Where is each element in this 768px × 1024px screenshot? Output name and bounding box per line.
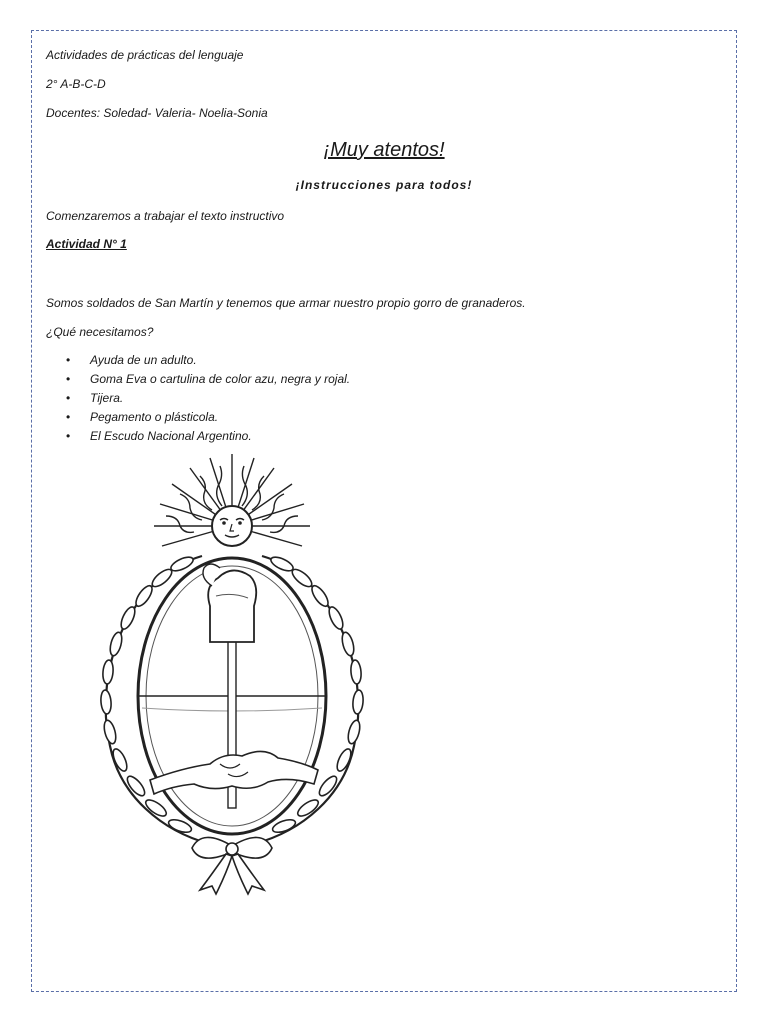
list-item: [66, 390, 350, 409]
needs-list: [66, 352, 350, 447]
page-subtitle: ¡Instrucciones para todos!: [295, 178, 473, 192]
list-item-label: Ayuda de un adulto.: [90, 353, 197, 367]
list-item: [66, 428, 350, 447]
question-text: ¿Qué necesitamos?: [46, 325, 154, 339]
ribbon-bow: [192, 837, 272, 894]
activity-heading: Actividad N° 1: [46, 237, 127, 251]
header-teachers: Docentes: Soledad- Valeria- Noelia-Sonia: [46, 106, 268, 120]
bullet-icon: •: [66, 372, 71, 386]
bullet-icon: •: [66, 410, 71, 424]
sun-face: [212, 506, 252, 546]
header-subject: Actividades de prácticas del lenguaje: [46, 48, 244, 62]
list-item: [66, 352, 350, 371]
list-item-label: El Escudo Nacional Argentino.: [90, 429, 252, 443]
intro-text: Comenzaremos a trabajar el texto instructivo: [46, 209, 285, 223]
story-text: Somos soldados de San Martín y tenemos que armar nuestro propio gorro de granaderos.: [46, 296, 526, 310]
bullet-icon: •: [66, 353, 71, 367]
coat-of-arms-image: [92, 446, 372, 896]
bullet-icon: •: [66, 391, 71, 405]
list-item: [66, 371, 350, 390]
list-item: [66, 409, 350, 428]
bullet-icon: •: [66, 429, 71, 443]
page-title: ¡Muy atentos!: [323, 139, 445, 161]
list-item-label: Goma Eva o cartulina de color azu, negra y rojal.: [90, 372, 351, 386]
list-item-label: Tijera.: [90, 391, 124, 405]
header-grades: 2° A-B-C-D: [46, 77, 106, 91]
list-item-label: Pegamento o plásticola.: [90, 410, 219, 424]
